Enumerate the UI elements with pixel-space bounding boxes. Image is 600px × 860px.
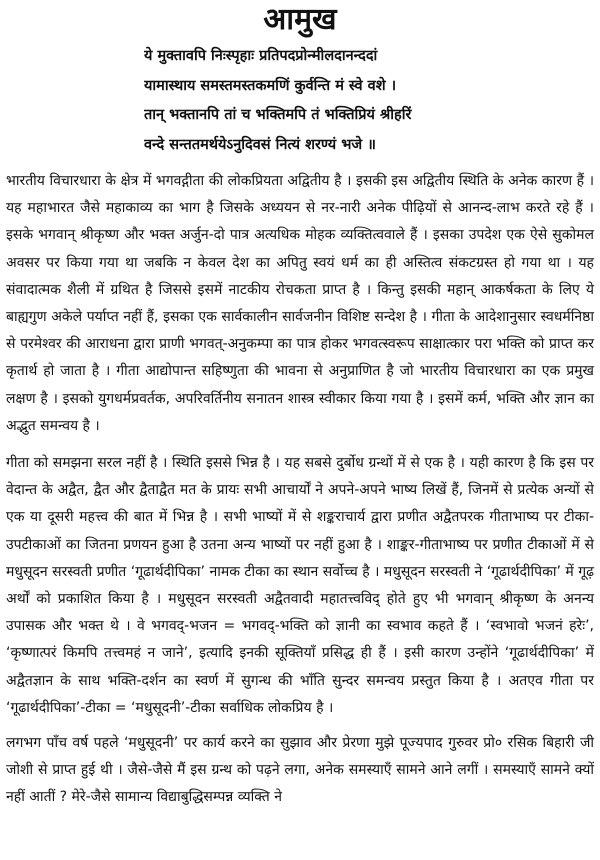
sanskrit-verse bbox=[144, 42, 588, 160]
verse-line: वन्दे सन्ततमर्थयेऽनुदिवसं नित्यं शरण्यं भजे ॥ bbox=[144, 136, 376, 153]
body-paragraph: भारतीय विचारधारा के क्षेत्र में भगवद्गीता की लोकप्रियता अद्वितीय है । इसकी इस अद्वितीय स्थिति के अनेक कारण हैं । यह महाभारत जैसे महाकाव्य का भाग है जिसके अध्ययन से नर-नारी अनेक पीढ़ियों से आनन्द-लाभ करते रहे हैं । इसके भगवान् श्रीकृष्ण और भक्त अर्जुन-दो पात्र अत्यधिक मोहक व्यक्तित्ववाले हैं । इसका उपदेश एक ऐसे सुकोमल अवसर पर किया गया था जबकि न केवल देश का अपितु स्वयं धर्म का ही अस्तित्व संकटग्रस्त हो गया था । यह संवादात्मक शैली में ग्रथित है जिससे इसमें नाटकीय रोचकता प्राप्त है । किन्तु इसकी महान् आकर्षकता के लिए ये बाह्यगुण अकेले पर्याप्त नहीं हैं, इसका एक सार्वकालीन सार्वजनीन विशिष्ट सन्देश है । गीता के आदेशानुसार स्वधर्मनिष्ठा से परमेश्वर की आराधना द्वारा प्राणी भगवत्-अनुकम्पा का पात्र होकर भगवत्स्वरूप साक्षात्कार परा भक्ति को प्राप्त कर कृतार्थ हो जाता है । गीता आद्योपान्त सहिष्णुता की भावना से अनुप्राणित है जो भारतीय विचारधारा का एक प्रमुख लक्षण है । इसको युगधर्मप्रवर्तक, अपरिवर्तिनीय सनातन शास्त्र स्वीकार किया गया है । इसमें कर्म, भक्ति और ज्ञान का अद्भुत समन्वय है । bbox=[6, 173, 594, 434]
body-paragraph: गीता को समझना सरल नहीं है । स्थिति इससे भिन्न है । यह सबसे दुर्बोध ग्रन्थों में से एक है । यही कारण है कि इस पर वेदान्त के अद्वैत, द्वैत और द्वैताद्वैत मत के प्रायः सभी आचार्यों ने अपने-अपने भाष्य लिखें हैं, जिनमें से प्रत्येक अन्यों से एक या दूसरी महत्त्व की बात में भिन्न है । सभी भाष्यों में से शङ्कराचार्य द्वारा प्रणीत अद्वैतपरक गीताभाष्य पर टीका-उपटीकाओं का जितना प्रणयन हुआ है उतना अन्य भाष्यों पर नहीं हुआ है । शाङ्कर-गीताभाष्य पर प्रणीत टीकाओं में से मधुसूदन सरस्वती प्रणीत ‘गूढार्थदीपिका’ नामक टीका का स्थान सर्वोच्च है । मधुसूदन सरस्वती ने ‘गूढार्थदीपिका’ में गूढ़ अर्थों को प्रकाशित किया है । मधुसूदन सरस्वती अद्वैतवादी महातत्त्वविद् होते हुए भी भगवान् श्रीकृष्ण के अनन्य उपासक और भक्त थे । वे भगवद्-भजन = भगवद्-भक्ति को ज्ञानी का स्वभाव कहते हैं । ‘स्वभावो भजनं हरेः’, ‘कृष्णात्परं किमपि तत्त्वमहं न जाने’, इत्यादि इनकी सूक्तियाँ प्रसिद्ध ही हैं । इसी कारण उन्होंने ‘गूढार्थदीपिका’ में अद्वैतज्ञान के साथ भक्ति-दर्शन का स्वर्ण में सुगन्ध की भाँति सुन्दर समन्वय प्रस्तुत किया है । अतएव गीता पर ‘गूढार्थदीपिका’-टीका = ‘मधुसूदनी’-टीका सर्वाधिक लोकप्रिय है । bbox=[6, 455, 594, 716]
verse-line: ये मुक्तावपि निःस्पृहाः प्रतिपदप्रोन्मीलदानन्ददां bbox=[144, 48, 378, 64]
verse-line: तान् भक्तानपि तां च भक्तिमपि तं भक्तिप्रियं श्रीहरिं bbox=[144, 107, 412, 123]
page-title: आमुख bbox=[263, 2, 337, 37]
document-page bbox=[0, 2, 600, 860]
body-paragraph: लगभग पाँच वर्ष पहले ‘मधुसूदनी’ पर कार्य करने का सुझाव और प्रेरणा मुझे पूज्यपाद गुरुवर प्रो० रसिक बिहारी जी जोशी से प्राप्त हुई थी । जैसे-जैसे मैं इस ग्रन्थ को पढ़ने लगा, अनेक समस्याएँ सामने आने लगीं । समस्याएँ सामने क्यों नहीं आतीं ? मेरे-जैसे सामान्य विद्याबुद्धिसम्पन्न व्यक्ति ने bbox=[6, 735, 594, 806]
verse-line: यामास्थाय समस्तमस्तकमणिं कुर्वन्ति मं स्वे वशे । bbox=[144, 77, 397, 94]
